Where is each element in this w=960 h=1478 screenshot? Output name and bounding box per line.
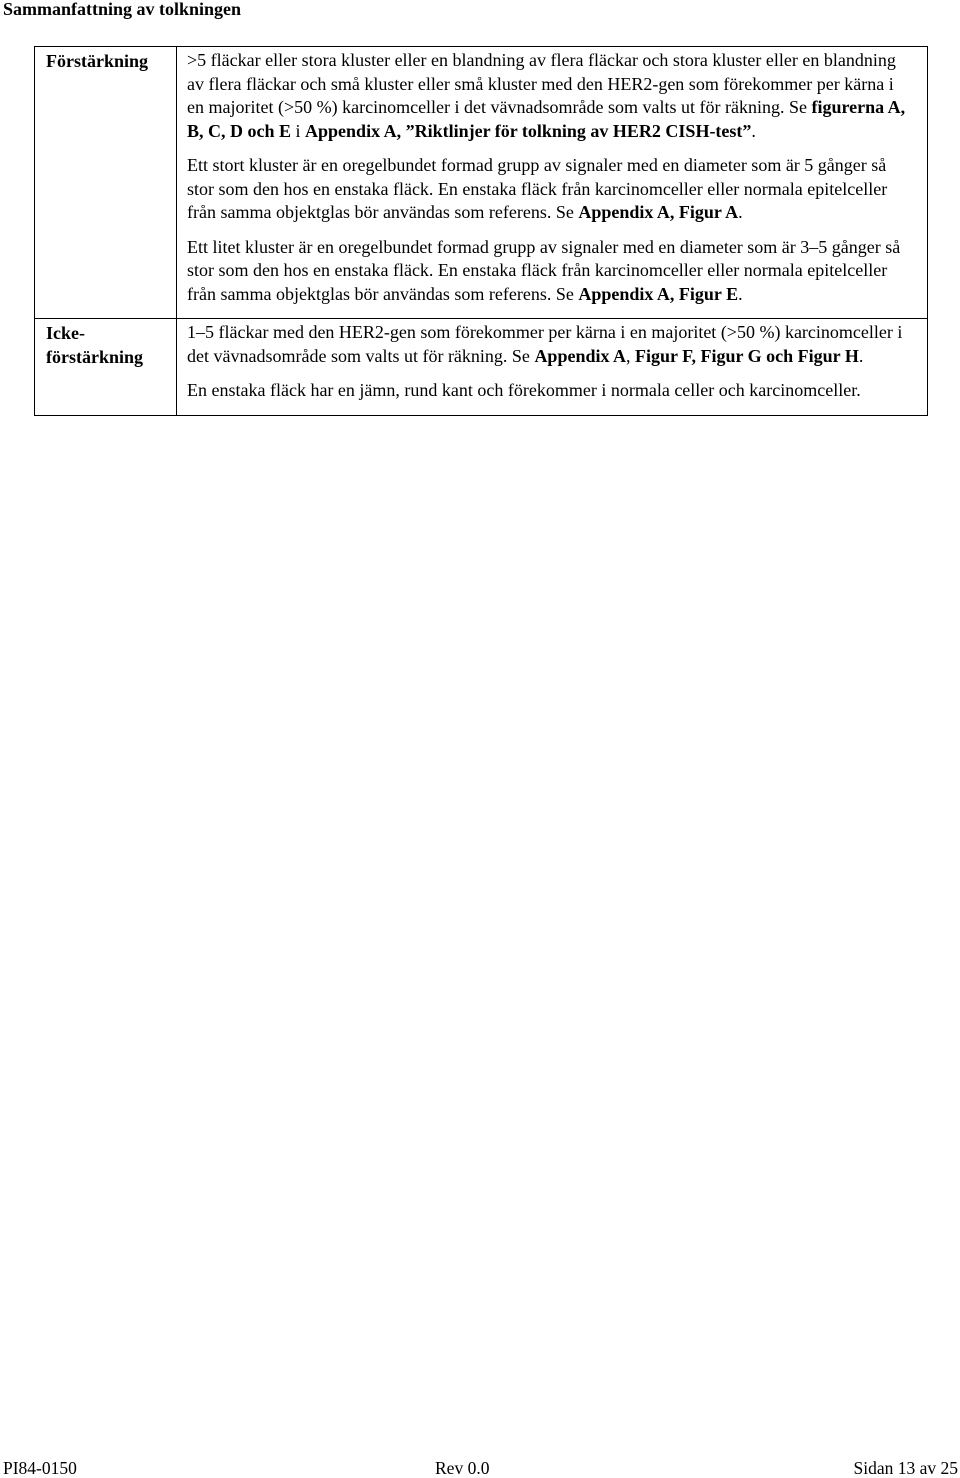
- text-run: >5 fläckar eller stora kluster eller en blandning av flera fläckar och stora kluster eller en blandning av flera fläckar och små kluster eller små kluster med den HER2-gen som förekommer per kärna i en majoritet (>50 %) karcinomceller i det vävnadsområde som valts ut för räkning. Se: [187, 50, 896, 117]
- text-run: ,: [625, 345, 635, 366]
- table-row: [35, 47, 928, 319]
- paragraph: [187, 379, 915, 403]
- text-run-bold: figurerna A, B, C, D och E: [187, 97, 906, 141]
- footer-revision: Rev 0.0: [435, 1458, 490, 1478]
- text-run-bold: Appendix A, ”Riktlinjer för tolkning av HER2 CISH-test”: [305, 120, 752, 141]
- text-run: .: [738, 283, 743, 304]
- paragraph: [187, 321, 915, 368]
- footer-document-id: PI84-0150: [3, 1458, 77, 1478]
- row-description: [177, 319, 928, 416]
- text-run-bold: Appendix A, Figur E: [578, 283, 739, 304]
- row-label: Icke-förstärkning: [35, 319, 177, 416]
- text-run: 1–5 fläckar med den HER2-gen som förekommer per kärna i en majoritet (>50 %) karcinomceller i det vävnadsområde som valts ut för räkning. Se: [187, 322, 903, 366]
- footer-page-number: Sidan 13 av 25: [853, 1458, 958, 1478]
- text-run-bold: Appendix A, Figur A: [578, 202, 739, 222]
- text-run: Ett stort kluster är en oregelbundet formad grupp av signaler med en diameter som är 5 gånger så stor som den hos en enstaka fläck. En enstaka fläck från karcinomceller eller normala epitelceller från samma objektglas bör användas som referens. Se: [187, 155, 888, 222]
- text-run: Ett litet kluster är en oregelbundet formad grupp av signaler med en diameter som är 3–5 gånger så stor som den hos en enstaka fläck. En enstaka fläck från karcinomceller eller normala epitelceller från samma objektglas bör användas som referens. Se: [187, 236, 901, 304]
- row-label: Förstärkning: [35, 47, 177, 319]
- section-heading: Sammanfattning av tolkningen: [3, 0, 242, 19]
- text-run: .: [751, 120, 756, 141]
- paragraph: [187, 49, 915, 143]
- text-run-bold: Figur F, Figur G och Figur H: [634, 345, 859, 366]
- row-description: [177, 47, 928, 319]
- paragraph: [187, 236, 915, 307]
- text-run: .: [738, 202, 743, 222]
- text-run: .: [858, 345, 864, 366]
- table-row: [35, 319, 928, 416]
- interpretation-summary-table: [34, 46, 928, 416]
- summary-table-body: [35, 47, 928, 416]
- text-run: i: [291, 120, 306, 141]
- text-run: En enstaka fläck har en jämn, rund kant och förekommer i normala celler och karcinomceller.: [187, 380, 861, 400]
- paragraph: [187, 154, 915, 225]
- text-run-bold: Appendix A: [534, 345, 626, 366]
